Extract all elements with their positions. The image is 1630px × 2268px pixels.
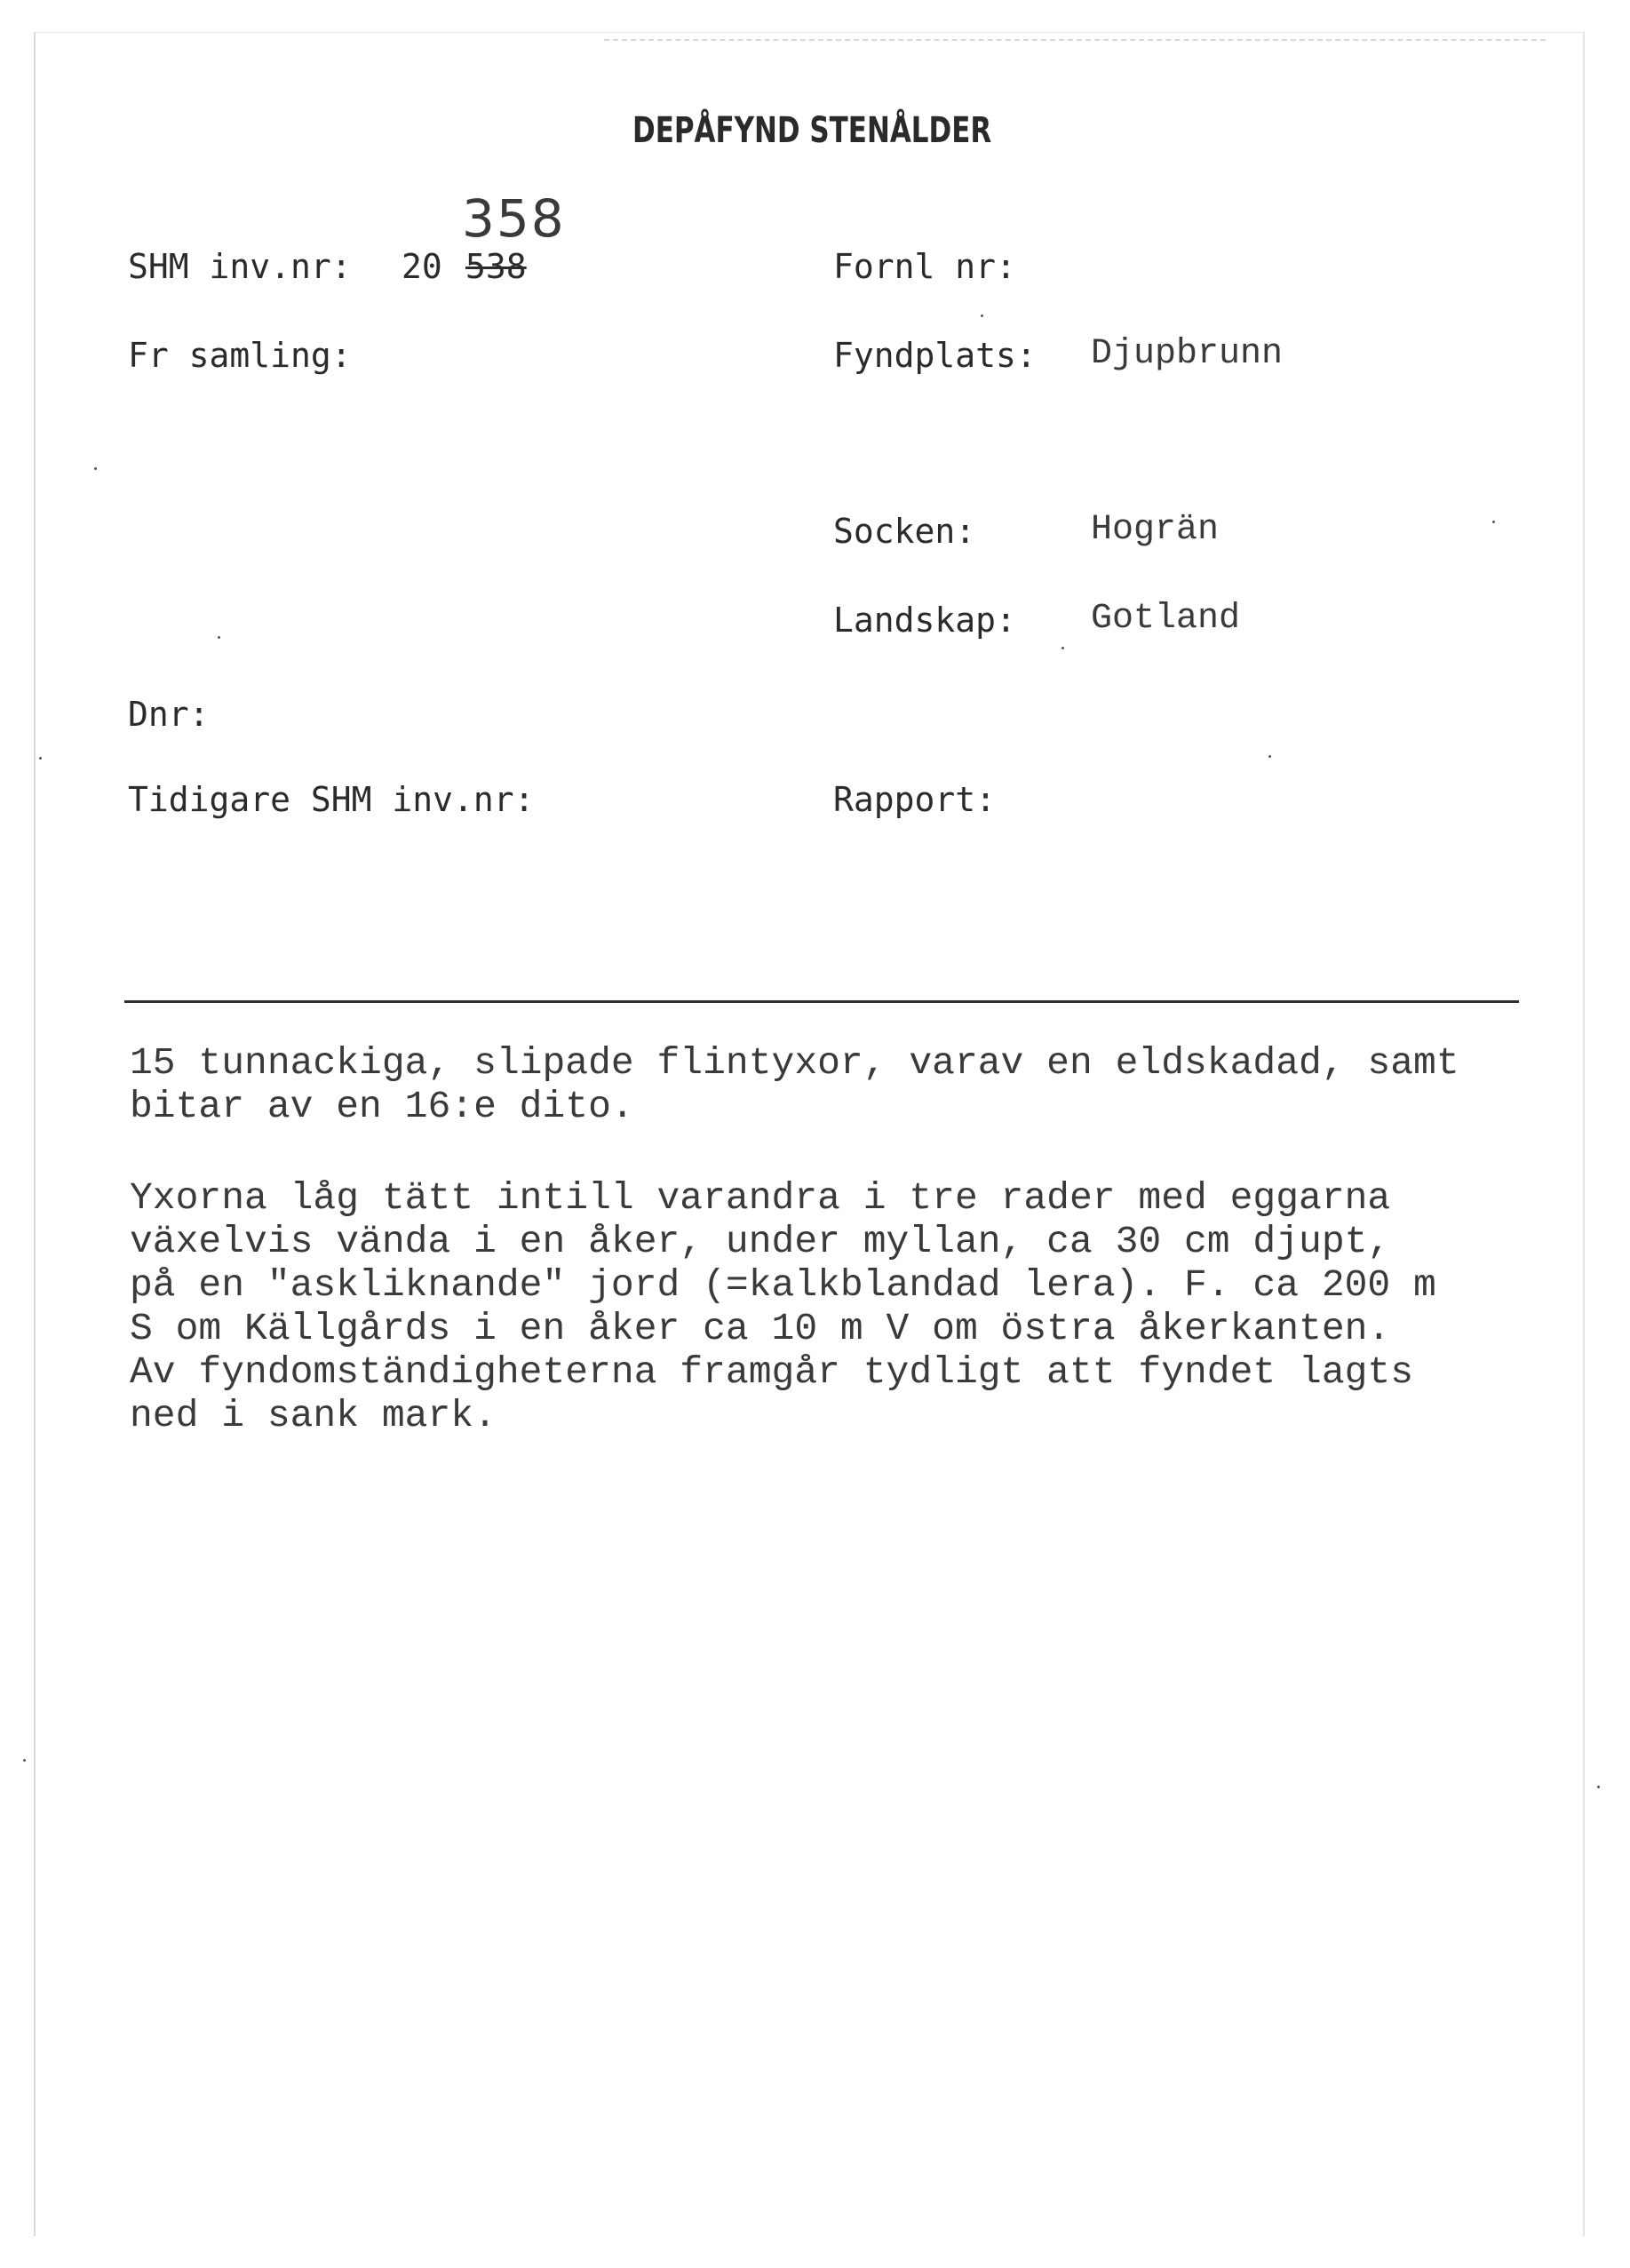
circumstances-line: S om Källgårds i en åker ca 10 m V om östra åkerkanten. (130, 1307, 1391, 1350)
scan-speck (23, 1759, 26, 1762)
scan-speck (218, 636, 220, 639)
scan-speck (1492, 521, 1495, 523)
circumstances-line: Av fyndomständigheterna framgår tydligt att fyndet lagts (130, 1350, 1414, 1394)
description-line: 15 tunnackiga, slipade flintyxor, varav en eldskadad, samt (130, 1041, 1459, 1085)
section-divider (124, 1000, 1519, 1003)
circumstances-line: ned i sank mark. (130, 1394, 497, 1437)
scan-speck (94, 467, 97, 470)
shm-inv-struck-number: 538 (465, 247, 527, 286)
scan-speck (1268, 755, 1271, 758)
find-circumstances-paragraph (130, 1176, 1533, 1437)
shm-inv-handwritten-number: 358 (462, 188, 566, 249)
top-edge-scratches (604, 39, 1546, 41)
landskap-label: Landskap: (833, 601, 1016, 640)
socken-value: Hogrän (1091, 510, 1220, 550)
circumstances-line: växelvis vända i en åker, under myllan, ca 30 cm djupt, (130, 1220, 1391, 1263)
shm-inv-prefix: 20 (402, 247, 442, 286)
description-paragraph (130, 1041, 1533, 1128)
fyndplats-value: Djupbrunn (1091, 334, 1284, 374)
tidigare-shm-inv-label: Tidigare SHM inv.nr: (128, 780, 535, 819)
description-line: bitar av en 16:e dito. (130, 1085, 634, 1128)
shm-inv-label: SHM inv.nr: (128, 247, 352, 286)
fornl-label: Fornl nr: (833, 247, 1016, 286)
fr-samling-label: Fr samling: (128, 336, 352, 375)
rapport-label: Rapport: (833, 780, 997, 819)
landskap-value: Gotland (1091, 599, 1241, 639)
card-heading: DEPÅFYND STENÅLDER (632, 110, 992, 151)
scan-speck (1061, 647, 1064, 649)
circumstances-line: Yxorna låg tätt intill varandra i tre rader med eggarna (130, 1176, 1391, 1220)
fyndplats-label: Fyndplats: (833, 336, 1037, 375)
scan-speck (1597, 1786, 1600, 1788)
scan-speck (981, 314, 983, 317)
circumstances-line: på en "askliknande" jord (=kalkblandad lera). F. ca 200 m (130, 1263, 1436, 1307)
dnr-label: Dnr: (128, 695, 210, 734)
scan-speck (39, 757, 42, 760)
socken-label: Socken: (833, 512, 976, 551)
